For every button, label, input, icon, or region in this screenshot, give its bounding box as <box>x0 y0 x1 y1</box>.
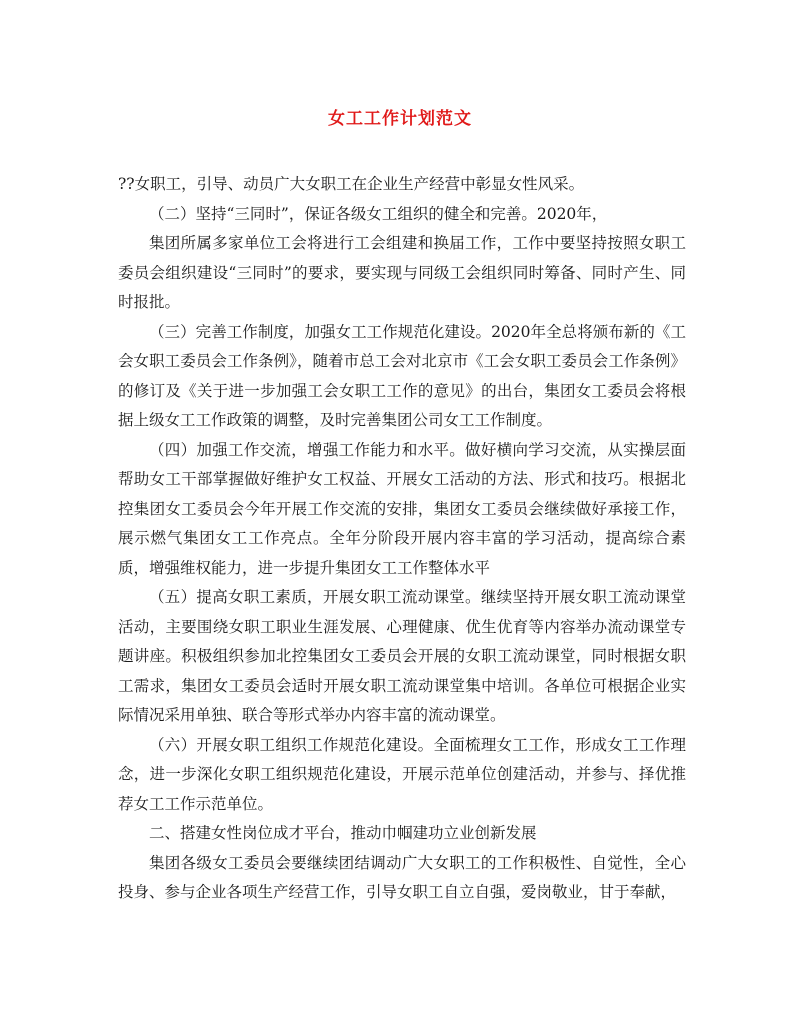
paragraph-section-4: （四）加强工作交流，增强工作能力和水平。做好横向学习交流，从实操层面帮助女工干部掌握做好维护女工权益、开展女工活动的方法、形式和技巧。根据北控集团女工委员会今年开展工作交流的安排，集团女工委员会继续做好承接工作，展示燃气集团女工工作亮点。全年分阶段开展内容丰富的学习活动，提高综合素质，增强维权能力，进一步提升集团女工工作整体水平 <box>118 440 686 577</box>
paragraph-section-5: （五）提高女职工素质，开展女职工流动课堂。继续坚持开展女职工流动课堂活动，主要围绕女职工职业生涯发展、心理健康、优生优育等内容举办流动课堂专题讲座。积极组织参加北控集团女工委员会开展的女职工流动课堂，同时根据女职工需求，集团女工委员会适时开展女职工流动课堂集中培训。各单位可根据企业实际情况采用单独、联合等形式举办内容丰富的流动课堂。 <box>118 588 686 724</box>
document-title: 女工工作计划范文 <box>328 109 472 129</box>
paragraph-part-2-body: 集团各级女工委员会要继续团结调动广大女职工的工作积极性、自觉性，全心投身、参与企业各项生产经营工作，引导女职工自立自强，爱岗敬业，甘于奉献， <box>118 853 686 901</box>
heading-part-2: 二、搭建女性岗位成才平台，推动巾帼建功立业创新发展 <box>149 824 537 842</box>
paragraph-section-2-body: 集团所属多家单位工会将进行工会组建和换届工作，工作中要坚持按照女职工委员会组织建设“三同时”的要求，要实现与同级工会组织同时筹备、同时产生、同时报批。 <box>118 234 686 311</box>
paragraph-intro: ??女职工，引导、动员广大女职工在企业生产经营中彰显女性风采。 <box>118 175 585 193</box>
paragraph-section-6: （六）开展女职工组织工作规范化建设。全面梳理女工工作，形成女工工作理念，进一步深化女职工组织规范化建设，开展示范单位创建活动，并参与、择优推荐女工工作示范单位。 <box>118 735 686 813</box>
paragraph-section-2: （二）坚持“三同时”，保证各级女工组织的健全和完善。2020年， <box>149 204 608 223</box>
paragraph-section-3: （三）完善工作制度，加强女工工作规范化建设。2020年全总将颁布新的《工会女职工委员会工作条例》，随着市总工会对北京市《工会女职工委员会工作条例》的修订及《关于进一步加强工会女职工工作的意见》的出台，集团女工委员会将根据上级女工工作政策的调整，及时完善集团公司女工工作制度。 <box>118 322 686 429</box>
document-body <box>118 170 686 908</box>
